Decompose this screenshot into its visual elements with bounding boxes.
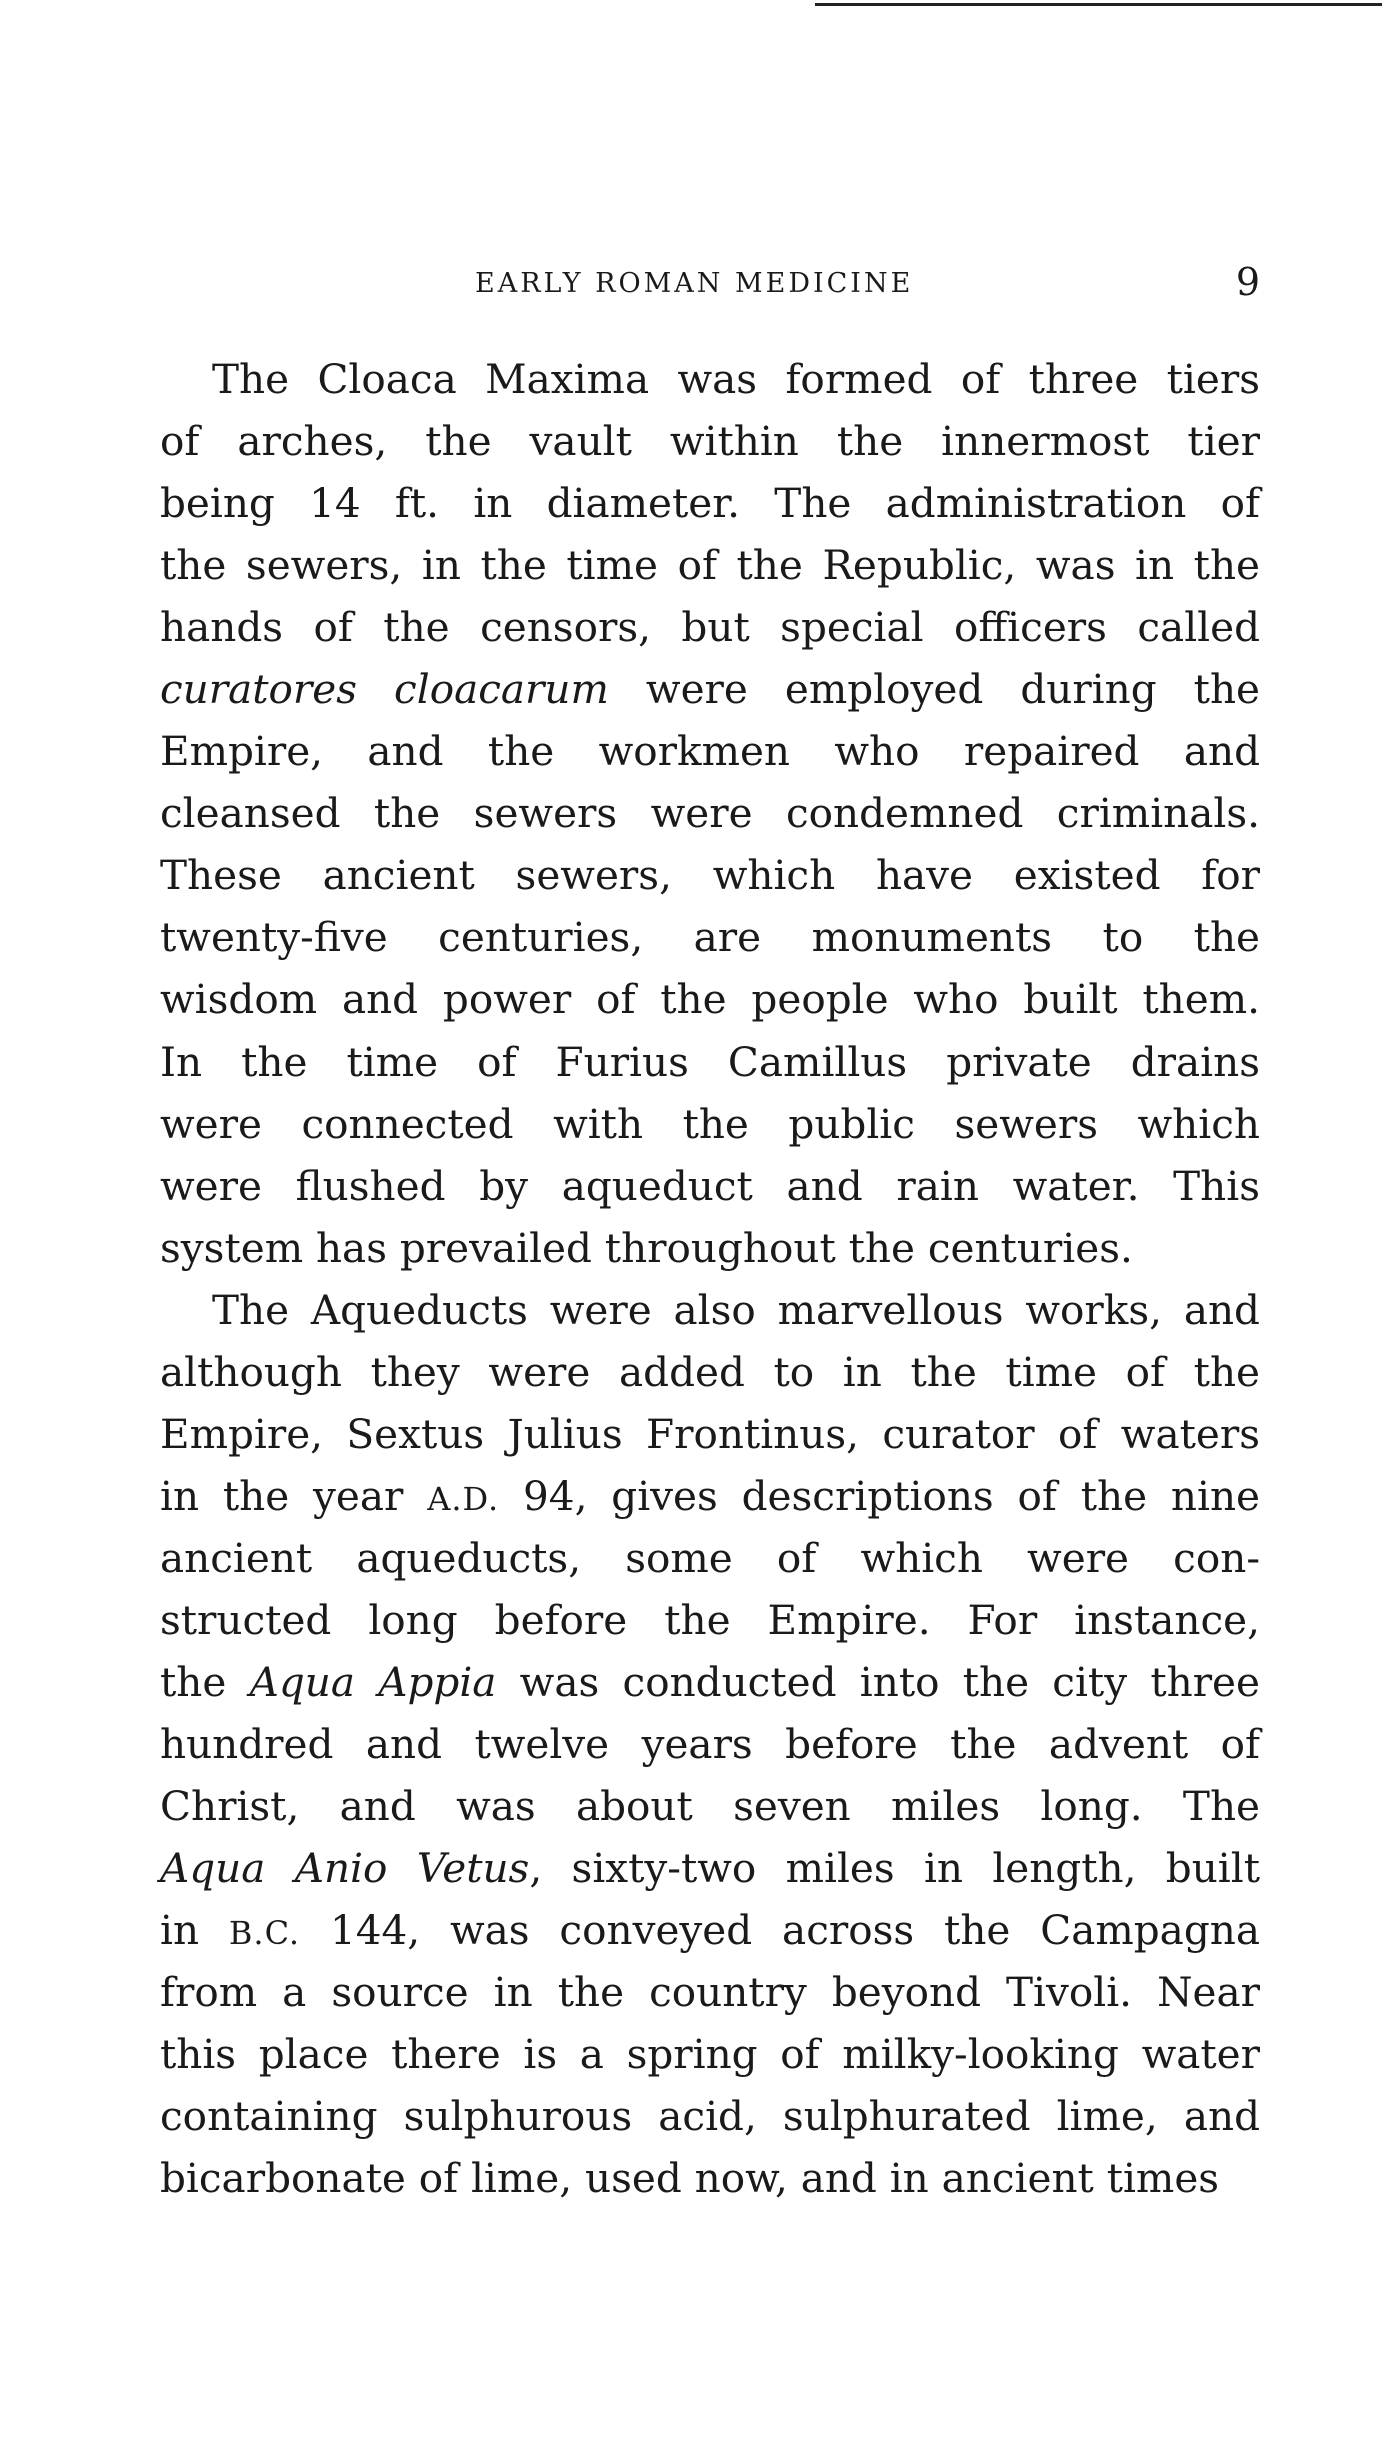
text-run: hands of the censors, but special officers called: [160, 603, 1260, 652]
text-line: [160, 2085, 1260, 2147]
text-line: [160, 1589, 1260, 1651]
era-abbreviation: A.D.: [427, 1479, 500, 1518]
text-run: in: [160, 1906, 229, 1955]
text-line: [160, 1465, 1260, 1527]
text-line: [160, 1775, 1260, 1837]
text-run: Empire, Sextus Julius Frontinus, curator of waters: [160, 1409, 1260, 1458]
era-abbreviation: B.C.: [228, 1914, 301, 1953]
text-run: the sewers, in the time of the Republic, was in the: [160, 541, 1260, 590]
text-run: Empire, and the workmen who repaired and: [160, 727, 1260, 776]
text-line: [160, 844, 1260, 906]
text-line: [160, 348, 1260, 410]
text-run: In the time of Furius Camillus private drains: [160, 1037, 1260, 1086]
text-run: system has prevailed throughout the centuries.: [160, 1223, 1133, 1272]
text-run: These ancient sewers, which have existed for: [160, 851, 1260, 900]
text-run: bicarbonate of lime, used now, and in ancient times: [160, 2154, 1220, 2203]
text-run: being 14 ft. in diameter. The administration of: [160, 479, 1260, 528]
page-header: [160, 260, 1260, 308]
text-run: of arches, the vault within the innermost tier: [160, 417, 1260, 466]
text-run: were flushed by aqueduct and rain water. This: [160, 1161, 1260, 1210]
text-line: [160, 1155, 1260, 1217]
text-line: [160, 1093, 1260, 1155]
text-run: cleansed the sewers were condemned criminals.: [160, 789, 1260, 838]
text-run: The Aqueducts were also marvellous works, and: [212, 1285, 1260, 1334]
text-line: [160, 1651, 1260, 1713]
text-line: [160, 472, 1260, 534]
italic-term: Aqua Appia: [249, 1657, 497, 1706]
running-title: EARLY ROMAN MEDICINE: [475, 268, 914, 299]
text-run: were employed during the: [608, 665, 1260, 714]
italic-term: Aqua Anio Vetus: [160, 1844, 530, 1893]
text-line: [160, 782, 1260, 844]
text-run: the: [160, 1657, 250, 1706]
text-line: [160, 1341, 1260, 1403]
text-line: [160, 2147, 1260, 2209]
text-run: 94, gives descriptions of the nine: [499, 1471, 1260, 1520]
text-run: twenty-five centuries, are monuments to the: [160, 913, 1260, 962]
text-run: in the year: [160, 1471, 428, 1520]
text-line: [160, 968, 1260, 1030]
text-run: were connected with the public sewers which: [160, 1099, 1260, 1148]
text-line: [160, 906, 1260, 968]
text-run: wisdom and power of the people who built them.: [160, 975, 1260, 1024]
text-run: hundred and twelve years before the advent of: [160, 1720, 1260, 1769]
text-run: 144, was conveyed across the Campagna: [300, 1906, 1260, 1955]
body-text: [160, 348, 1260, 2209]
text-run: The Cloaca Maxima was formed of three tiers: [212, 355, 1260, 403]
text-run: from a source in the country beyond Tivoli. Near: [160, 1968, 1260, 2017]
text-run: Christ, and was about seven miles long. The: [160, 1782, 1260, 1831]
text-line: [160, 1899, 1260, 1961]
text-run: was conducted into the city three: [496, 1657, 1260, 1706]
text-run: containing sulphurous acid, sulphurated lime, and: [160, 2092, 1260, 2141]
text-line: [160, 658, 1260, 720]
text-run: structed long before the Empire. For instance,: [160, 1595, 1260, 1644]
text-line: [160, 1837, 1260, 1899]
text-run: this place there is a spring of milky-looking water: [160, 2030, 1260, 2079]
text-line: [160, 1961, 1260, 2023]
text-line: [160, 596, 1260, 658]
text-line: [160, 534, 1260, 596]
text-line: [160, 410, 1260, 472]
top-edge-rule: [815, 3, 1382, 6]
text-line: [160, 1031, 1260, 1093]
text-run: , sixty-two miles in length, built: [529, 1844, 1260, 1893]
page-number: 9: [1235, 260, 1260, 304]
text-line: [160, 1527, 1260, 1589]
text-line: [160, 1713, 1260, 1775]
text-line: [160, 1217, 1260, 1279]
text-line: [160, 1279, 1260, 1341]
text-run: although they were added to in the time of the: [160, 1347, 1260, 1396]
text-line: [160, 2023, 1260, 2085]
text-line: [160, 1403, 1260, 1465]
text-run: ancient aqueducts, some of which were con-: [160, 1533, 1260, 1582]
italic-term: curatores cloacarum: [160, 665, 609, 714]
text-line: [160, 720, 1260, 782]
